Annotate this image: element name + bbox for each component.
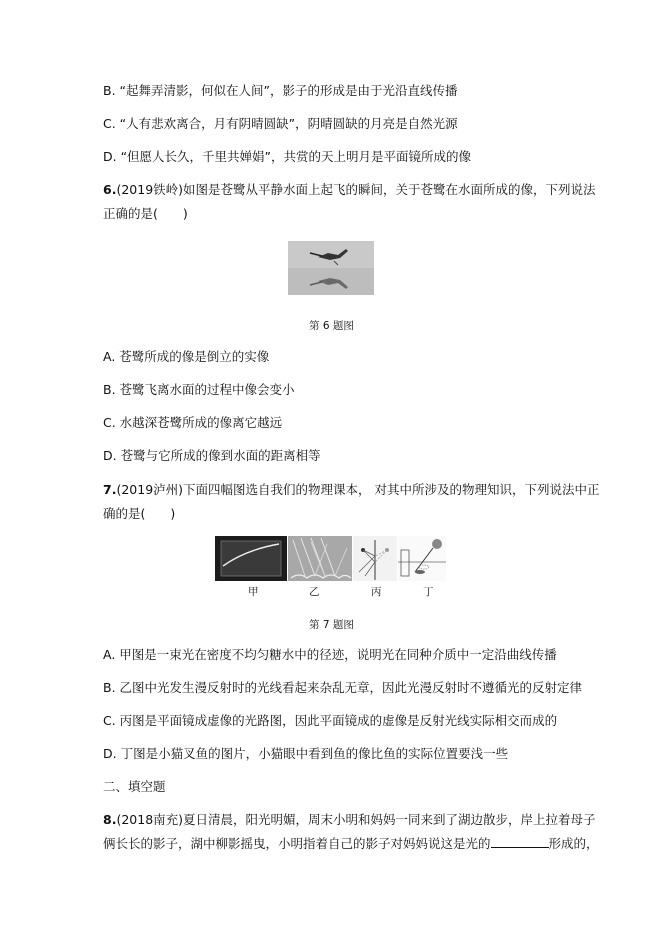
q6-stem-line1: [103, 181, 596, 199]
q7-option-b: B. 乙图中光发生漫反射时的光线看起来杂乱无章，因此光漫反射时不遵循光的反射定律: [103, 680, 583, 695]
q7-panel-label-ding: 丁: [423, 586, 434, 598]
q7-number: 7.: [103, 482, 117, 497]
q7-panel-label-bing: 丙: [371, 586, 382, 598]
q7-panel-bing-image: [353, 536, 397, 581]
q8-text-line1: (2018南充)夏日清晨，阳光明媚，周末小明和妈妈一同来到了湖边散步，岸上拉着母子: [116, 812, 596, 827]
q6-option-a: A. 苍鹭所成的像是倒立的实像: [103, 349, 270, 364]
q7-panel-jia-image: [215, 536, 287, 581]
q7-figure-caption: 第 7 题图: [309, 619, 354, 631]
q6-stem-text: (2019铁岭)如图是苍鹭从平静水面上起飞的瞬间，关于苍鹭在水面所成的像，下列说法: [116, 182, 596, 197]
q5-option-d: D. “但愿人长久，千里共婵娟”，共赏的天上明月是平面镜所成的像: [103, 149, 472, 164]
q7-option-a: A. 甲图是一束光在密度不均匀糖水中的径迹，说明光在同种介质中一定沿曲线传播: [103, 647, 557, 662]
section-title-fill-in: 二、填空题: [103, 779, 166, 794]
q6-option-c: C. 水越深苍鹭所成的像离它越远: [103, 415, 283, 430]
q6-figure-caption: 第 6 题图: [309, 320, 354, 332]
q7-four-panel-figure: [215, 536, 446, 581]
q6-option-d: D. 苍鹭与它所成的像到水面的距离相等: [103, 448, 321, 463]
q7-option-c: C. 丙图是平面镜成虚像的光路图，因此平面镜成的虚像是反射光线实际相交而成的: [103, 713, 558, 728]
q7-panel-label-jia: 甲: [248, 586, 259, 598]
q6-option-b: B. 苍鹭飞离水面的过程中像会变小: [103, 382, 295, 397]
q7-stem-line1: [103, 481, 600, 499]
q7-option-d: D. 丁图是小猫叉鱼的图片，小猫眼中看到鱼的像比鱼的实际位置要浅一些: [103, 746, 509, 761]
q8-text-before-blank: 俩长长的影子，湖中柳影摇曳，小明指着自己的影子对妈妈说这是光的: [103, 836, 491, 851]
q5-option-c: C. “人有悲欢离合，月有阴晴圆缺”，阴晴圆缺的月亮是自然光源: [103, 116, 458, 131]
q7-panel-yi-image: [288, 536, 352, 581]
q8-number: 8.: [103, 812, 117, 827]
q7-stem-line2: 确的是( ): [103, 506, 176, 521]
q8-line2: [103, 835, 599, 853]
q8-answer-blank[interactable]: [491, 835, 549, 848]
q6-number: 6.: [103, 182, 117, 197]
q5-option-b: B. “起舞弄清影，何似在人间”，影子的形成是由于光沿直线传播: [103, 83, 458, 98]
q7-panel-ding-image: [398, 536, 446, 581]
q8-line1: [103, 811, 596, 829]
q7-stem-text: (2019泸州)下面四幅图选自我们的物理课本， 对其中所涉及的物理知识，下列说法中正: [116, 482, 600, 497]
q6-stem-line2: 正确的是( ): [103, 206, 188, 221]
q7-panel-label-yi: 乙: [309, 586, 320, 598]
q8-text-after-blank: 形成的，: [548, 836, 599, 851]
q6-heron-photo: [288, 241, 374, 295]
